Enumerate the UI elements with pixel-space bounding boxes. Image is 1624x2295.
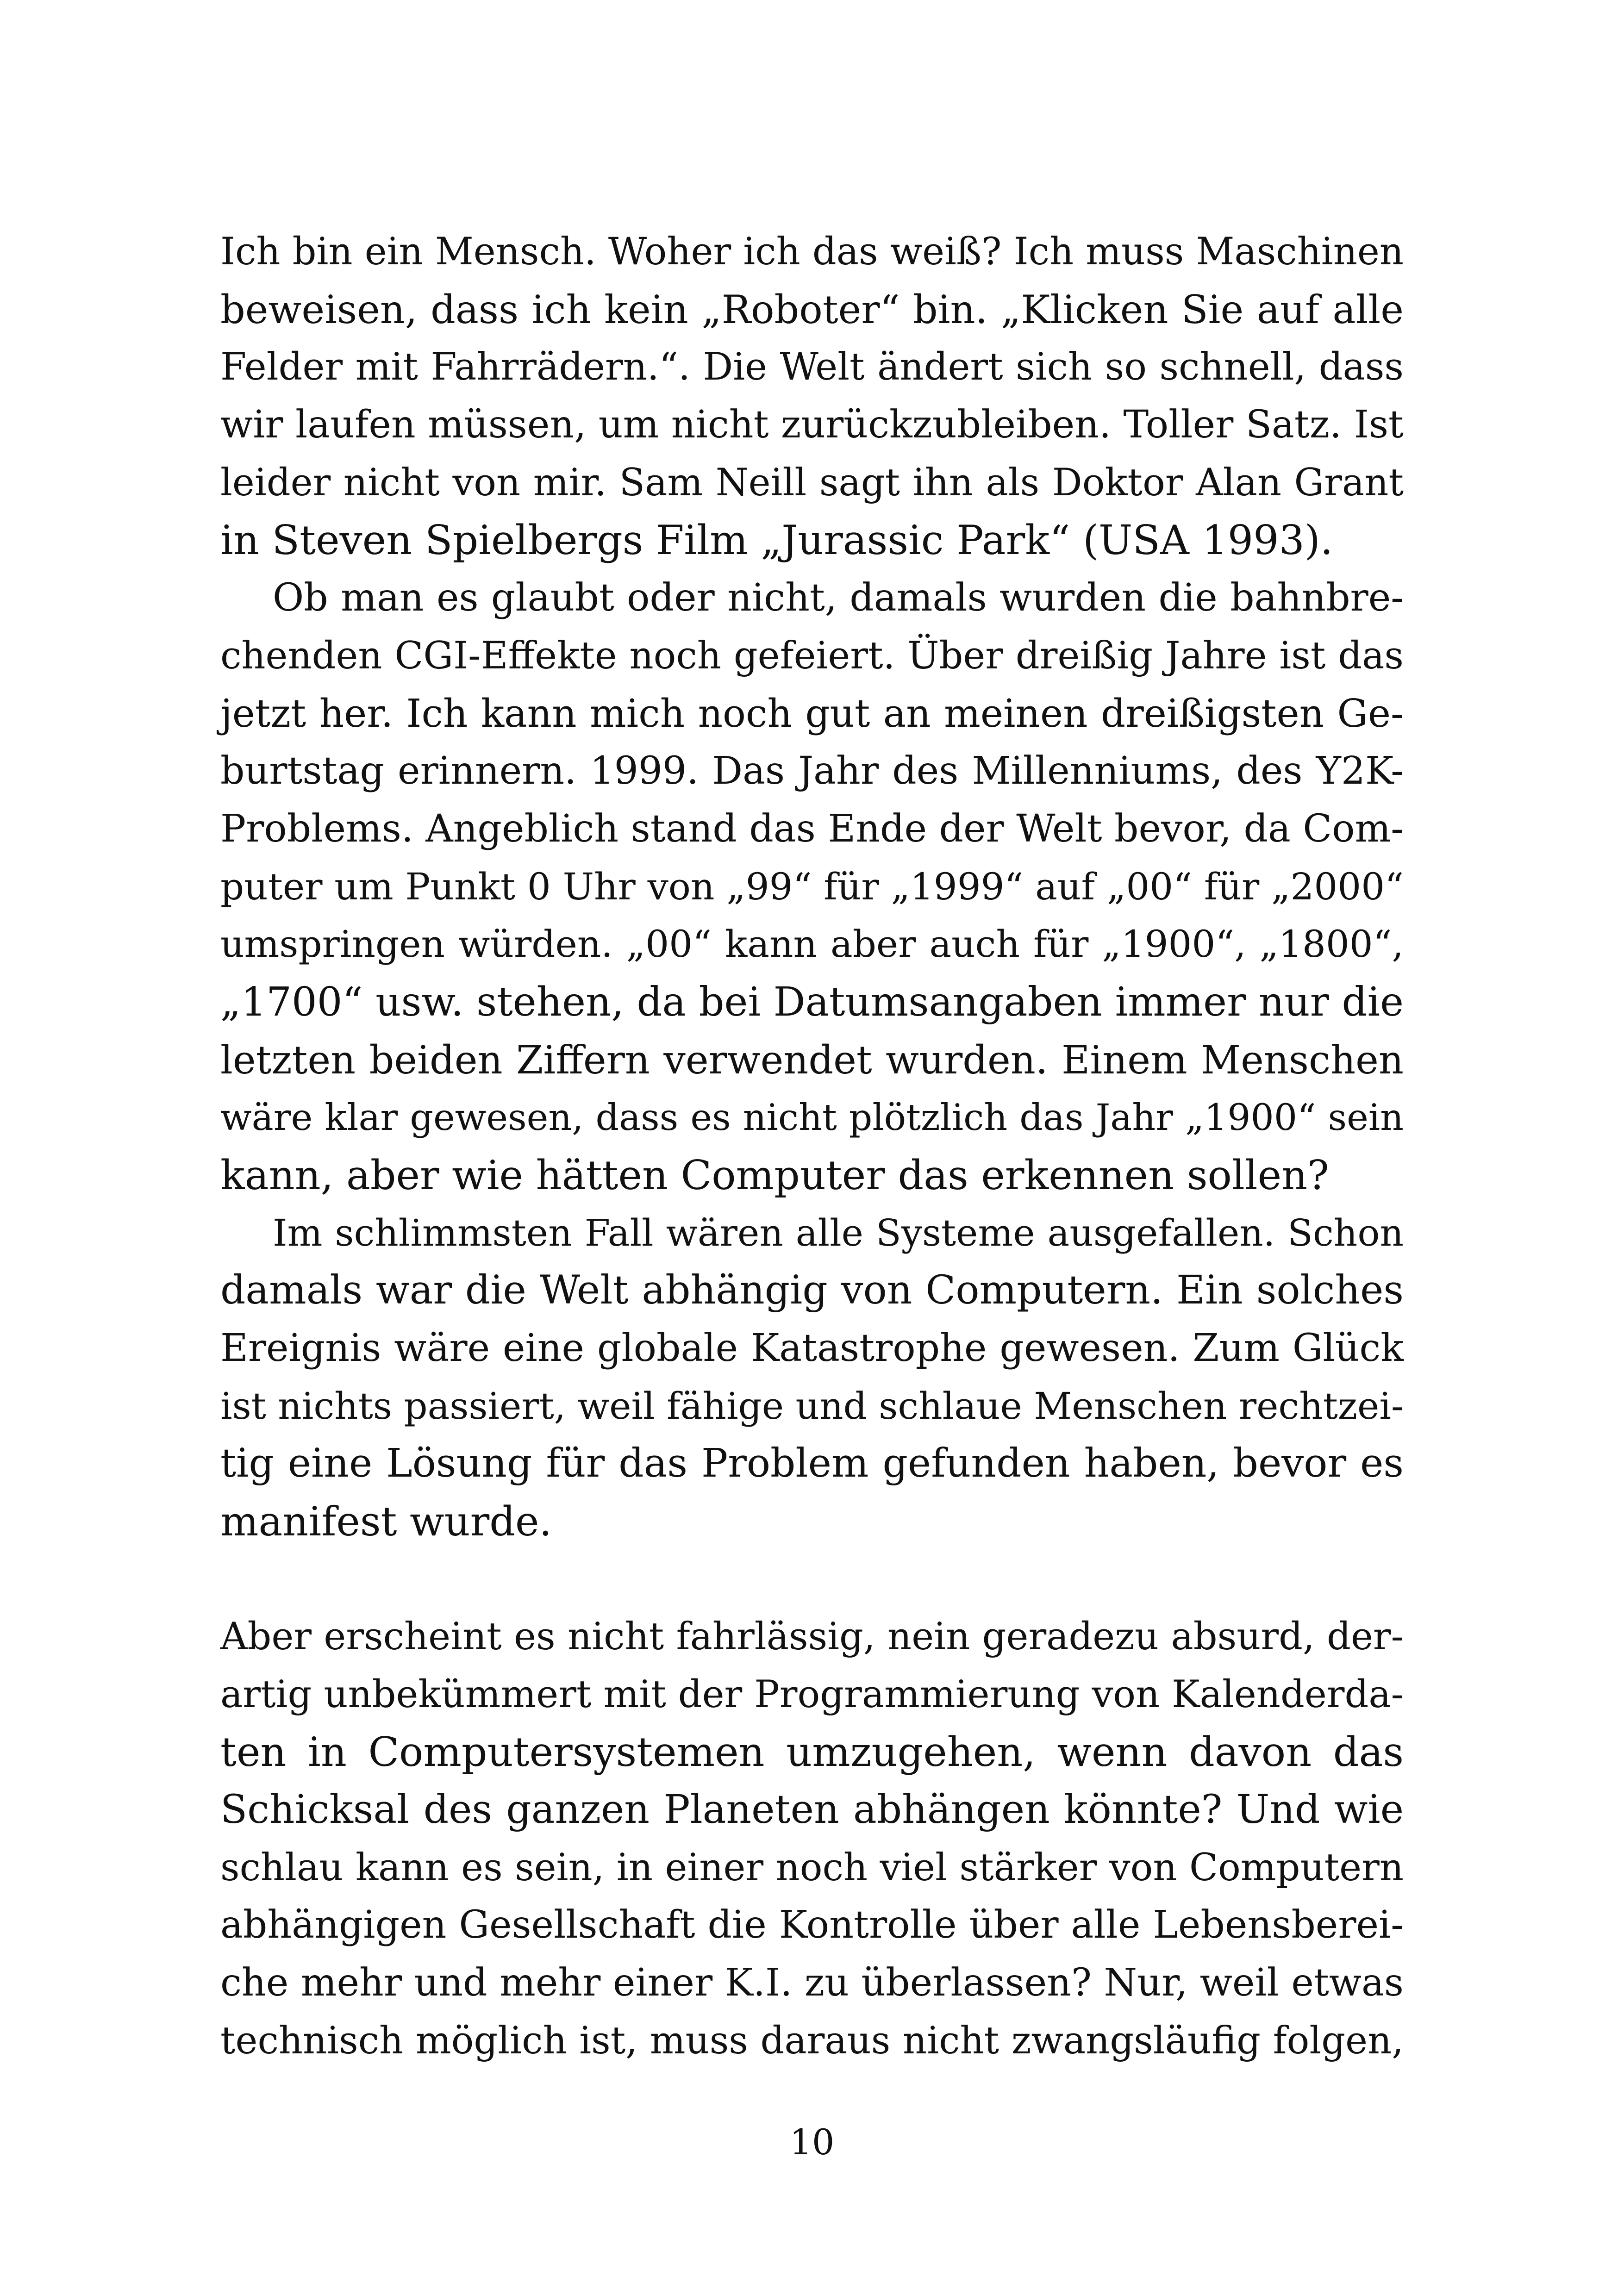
text-line: manifest wurde. bbox=[220, 1498, 552, 1546]
text-line: Im schlimmsten Fall wären alle Systeme ausgefallen. Schon bbox=[273, 1211, 1404, 1254]
text-line: beweisen, dass ich kein „Roboter“ bin. „Klicken Sie auf alle bbox=[220, 287, 1404, 332]
text-line: damals war die Welt abhängig von Computern. Ein solches bbox=[220, 1267, 1404, 1314]
text-line: in Steven Spielbergs Film „Jurassic Park“ (USA 1993). bbox=[220, 517, 1333, 564]
text-line: Problems. Angeblich stand das Ende der Welt bevor, da Com- bbox=[220, 806, 1404, 851]
text-line: artig unbekümmert mit der Programmierung von Kalenderda- bbox=[220, 1672, 1404, 1716]
text-line: letzten beiden Ziffern verwendet wurden. Einem Menschen bbox=[220, 1037, 1404, 1083]
text-line: Schicksal des ganzen Planeten abhängen könnte? Und wie bbox=[220, 1786, 1404, 1833]
page-number: 10 bbox=[789, 2121, 835, 2163]
section-break bbox=[220, 1551, 1404, 1608]
text-line: ist nichts passiert, weil fähige und schlaue Menschen rechtzei- bbox=[220, 1384, 1404, 1428]
paragraph bbox=[220, 569, 1404, 1204]
text-line: wäre klar gewesen, dass es nicht plötzlich das Jahr „1900“ sein bbox=[220, 1096, 1404, 1139]
paragraph bbox=[220, 1608, 1404, 2070]
text-line: burtstag erinnern. 1999. Das Jahr des Millenniums, des Y2K- bbox=[220, 749, 1404, 793]
text-line: jetzt her. Ich kann mich noch gut an meinen dreißigsten Ge- bbox=[220, 691, 1404, 736]
paragraph bbox=[220, 223, 1404, 569]
text-line: kann, aber wie hätten Computer das erkennen sollen? bbox=[220, 1152, 1329, 1199]
body-text bbox=[220, 223, 1404, 2070]
text-line: umspringen würden. „00“ kann aber auch für „1900“, „1800“, bbox=[220, 923, 1404, 966]
text-line: Ich bin ein Mensch. Woher ich das weiß? Ich muss Maschinen bbox=[220, 230, 1404, 274]
text-line: abhängigen Gesellschaft die Kontrolle über alle Lebensberei- bbox=[220, 1903, 1404, 1947]
text-line: „1700“ usw. stehen, da bei Datumsangaben immer nur die bbox=[220, 979, 1404, 1025]
text-line: technisch möglich ist, muss daraus nicht zwangsläufig folgen, bbox=[220, 2019, 1404, 2063]
text-line: Ob man es glaubt oder nicht, damals wurden die bahnbre- bbox=[273, 576, 1404, 620]
text-line: chenden CGI-Effekte noch gefeiert. Über dreißig Jahre ist das bbox=[220, 634, 1404, 678]
text-line: Felder mit Fahrrädern.“. Die Welt ändert sich so schnell, dass bbox=[220, 345, 1404, 389]
text-line: tig eine Lösung für das Problem gefunden haben, bevor es bbox=[220, 1441, 1404, 1487]
text-line: leider nicht von mir. Sam Neill sagt ihn als Doktor Alan Grant bbox=[220, 461, 1404, 505]
text-line: Aber erscheint es nicht fahrlässig, nein geradezu absurd, der- bbox=[220, 1615, 1404, 1659]
text-line: ten in Computersystemen umzugehen, wenn davon das bbox=[220, 1728, 1404, 1776]
text-line: puter um Punkt 0 Uhr von „99“ für „1999“ auf „00“ für „2000“ bbox=[220, 865, 1404, 908]
text-line: wir laufen müssen, um nicht zurückzubleiben. Toller Satz. Ist bbox=[220, 403, 1404, 447]
text-line: che mehr und mehr einer K.I. zu überlassen? Nur, weil etwas bbox=[220, 1960, 1404, 2005]
text-line: schlau kann es sein, in einer noch viel stärker von Computern bbox=[220, 1846, 1404, 1890]
text-line: Ereignis wäre eine globale Katastrophe gewesen. Zum Glück bbox=[220, 1326, 1404, 1371]
paragraph bbox=[220, 1204, 1404, 1551]
